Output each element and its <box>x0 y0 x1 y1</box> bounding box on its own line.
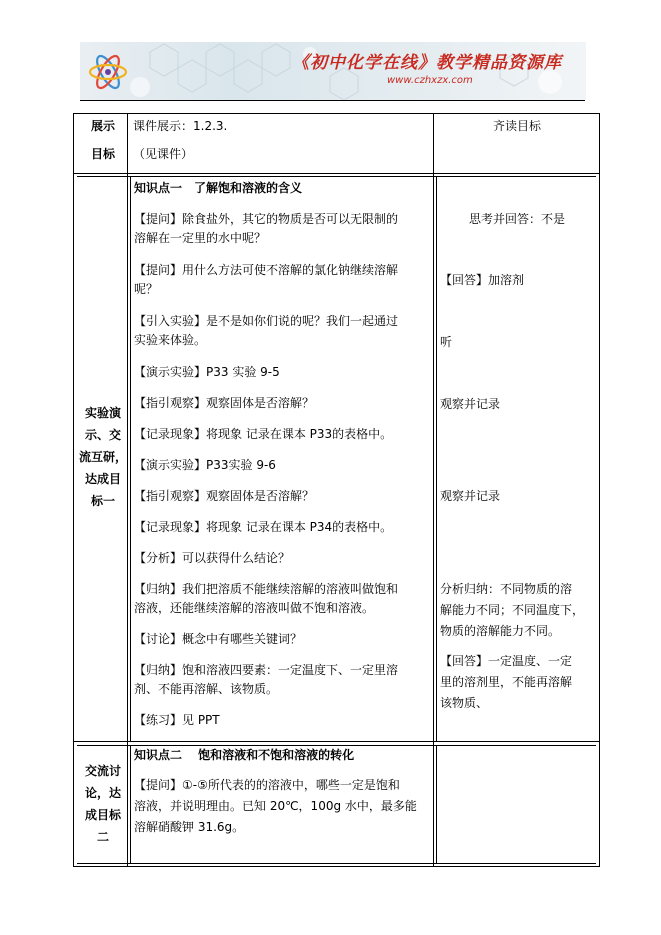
row-divider <box>73 173 600 174</box>
row3-label-line: 交流讨 <box>84 764 121 778</box>
teacher-item: 【指引观察】观察固体是否溶解？ <box>134 489 315 503</box>
teacher-item: 【演示实验】P33 实验 9-5 <box>134 365 280 379</box>
row3-label-line: 论，达 <box>84 786 121 800</box>
column-divider-inner <box>130 745 131 863</box>
brand-url: www.czhxzx.com <box>387 75 473 86</box>
student-activity: 【回答】一定温度、一定 <box>440 654 573 668</box>
teacher-item: 溶解在一定里的水中呢？ <box>134 231 267 245</box>
teacher-item: 【练习】见 PPT <box>134 713 220 727</box>
teacher-item: 溶液，并说明理由。已知 20℃，100g 水中，最多能 <box>134 799 417 813</box>
teacher-item: 呢？ <box>134 282 159 296</box>
column-divider-inner <box>130 176 131 741</box>
row2-label-line: 示、交 <box>84 428 121 442</box>
student-activity: 分析归纳：不同物质的溶 <box>440 582 573 596</box>
row1-student-activity: 齐读目标 <box>492 119 541 133</box>
student-activity: 思考并回答：不是 <box>468 212 565 226</box>
row1-label-line2: 目标 <box>90 147 115 161</box>
column-divider-inner <box>436 745 437 863</box>
teacher-item: 【提问】①-⑤所代表的的溶液中，哪些一定是饱和 <box>134 778 400 792</box>
teacher-item: 【归纳】我们把溶质不能继续溶解的溶液叫做饱和 <box>134 582 399 596</box>
header-divider <box>80 100 585 101</box>
row2-label-line: 实验演 <box>84 406 121 420</box>
teacher-item: 【分析】可以获得什么结论？ <box>134 551 291 565</box>
teacher-item: 溶液，还能继续溶解的溶液叫做不饱和溶液。 <box>134 601 375 615</box>
row2-heading: 知识点一 了解饱和溶液的含义 <box>134 181 303 195</box>
student-activity: 解能力不同；不同温度下， <box>440 603 585 617</box>
teacher-item: 剂、不能再溶解、该物质。 <box>134 682 279 696</box>
teacher-item: 【提问】用什么方法可使不溶解的氯化钠继续溶解 <box>134 263 399 277</box>
student-activity: 【回答】加溶剂 <box>440 273 525 287</box>
brand-title: 《初中化学在线》教学精品资源库 <box>292 53 562 73</box>
row-divider-inner <box>77 176 596 177</box>
teacher-item: 溶解硝酸钾 31.6g。 <box>134 820 245 834</box>
student-activity: 该物质、 <box>440 696 489 710</box>
student-activity: 观察并记录 <box>440 489 501 503</box>
teacher-item: 【提问】除食盐外，其它的物质是否可以无限制的 <box>134 212 399 226</box>
row3-label-line: 二 <box>96 830 109 844</box>
row-divider-inner <box>77 745 596 746</box>
teacher-item: 【讨论】概念中有哪些关键词？ <box>134 632 303 646</box>
teacher-item: 【引入实验】是不是如你们说的呢？我们一起通过 <box>134 314 399 328</box>
student-activity: 观察并记录 <box>440 397 501 411</box>
teacher-item: 【记录现象】将现象 记录在课本 P34的表格中。 <box>134 520 393 534</box>
student-activity: 物质的溶解能力不同。 <box>440 624 561 638</box>
row2-label-line: 达成目 <box>84 472 121 486</box>
atom-logo-icon <box>86 50 130 94</box>
column-divider-inner <box>436 176 437 741</box>
teacher-item: 【记录现象】将现象 记录在课本 P33的表格中。 <box>134 427 393 441</box>
header-banner <box>80 42 586 100</box>
teacher-item: 实验来体验。 <box>134 333 207 347</box>
row1-content-line1: 课件展示：1.2.3. <box>133 119 228 133</box>
teacher-item: 【演示实验】P33实验 9-6 <box>134 458 276 472</box>
row-divider <box>73 741 600 742</box>
row-divider-inner <box>77 863 596 864</box>
teacher-item: 【指引观察】观察固体是否溶解？ <box>134 396 315 410</box>
row2-label-line: 标一 <box>90 494 115 508</box>
student-activity: 里的溶剂里，不能再溶解 <box>440 675 573 689</box>
row3-heading: 知识点二 饱和溶液和不饱和溶液的转化 <box>134 748 355 762</box>
row1-label-line1: 展示 <box>90 119 115 133</box>
student-activity: 听 <box>440 335 453 349</box>
row3-label-line: 成目标 <box>84 808 121 822</box>
teacher-item: 【归纳】饱和溶液四要素：一定温度下、一定里溶 <box>134 663 399 677</box>
row2-label-line: 流互研， <box>78 450 127 464</box>
row1-content-line2: （见课件） <box>133 147 194 161</box>
